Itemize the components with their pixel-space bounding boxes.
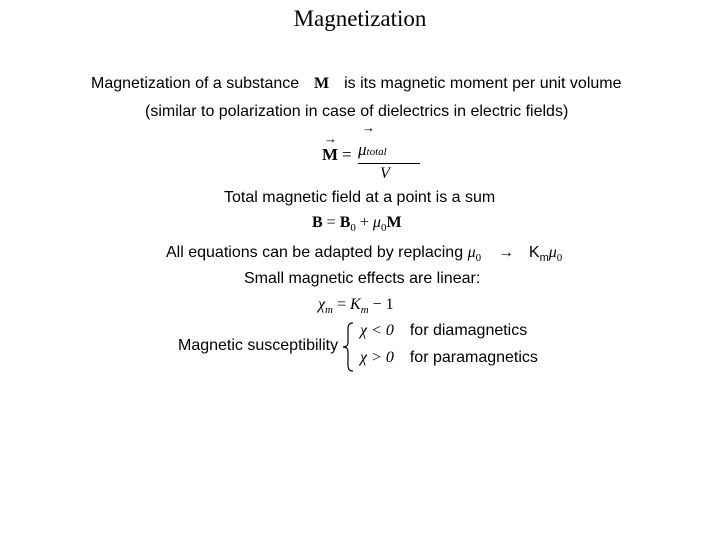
mu0-target-subscript: 0 — [556, 252, 563, 264]
M-symbol: M — [386, 214, 402, 231]
mu0-symbol: μ — [372, 214, 381, 231]
curly-brace — [341, 322, 355, 372]
replacement-text: All equations can be adapted by replacing — [166, 244, 464, 261]
equals-sign: = — [326, 214, 336, 231]
equals-sign: = — [337, 296, 347, 313]
K-subscript: m — [539, 252, 549, 264]
denominator-V: V — [380, 165, 390, 182]
total-subscript: total — [366, 146, 387, 158]
susceptibility-label: Magnetic susceptibility — [178, 337, 339, 354]
slide-title: Magnetization — [293, 6, 427, 31]
chi-symbol: χ — [318, 296, 326, 313]
vector-arrow-mu: → — [362, 120, 375, 135]
mu-symbol: μ — [358, 140, 367, 159]
plus-sign: + — [359, 214, 369, 231]
B0-subscript: 0 — [350, 222, 356, 234]
magnetization-symbol: M — [314, 75, 330, 92]
minus-one: − 1 — [372, 296, 394, 313]
case-condition: χ < 0 — [360, 322, 394, 339]
total-field-equation — [312, 214, 402, 234]
replacement-arrow: → — [498, 244, 514, 261]
chi-subscript: m — [325, 304, 333, 316]
mu0-symbol: μ — [467, 244, 476, 261]
case-paramagnetic — [360, 349, 538, 367]
replacement-line — [166, 244, 562, 264]
magnetization-equation — [322, 120, 412, 186]
vector-arrow-M: → — [324, 131, 337, 146]
Km-subscript: m — [360, 304, 369, 316]
definition-prefix: Magnetization of a substance — [91, 75, 300, 92]
numerator — [358, 140, 387, 160]
case-label: for paramagnetics — [409, 349, 538, 366]
mu0-subscript: 0 — [380, 222, 387, 234]
definition-suffix: is its magnetic moment per unit volume — [344, 75, 622, 92]
case-diamagnetic — [360, 322, 527, 340]
case-label: for diamagnetics — [409, 322, 528, 339]
equals-sign: = — [342, 145, 352, 164]
mu0-subscript: 0 — [475, 252, 482, 264]
Km-symbol: K — [350, 296, 361, 313]
mu0-symbol-target: μ — [548, 244, 557, 261]
susceptibility-equation — [318, 296, 394, 316]
case-condition: χ > 0 — [360, 349, 394, 366]
equation-M: M — [322, 145, 339, 164]
fraction-bar — [358, 163, 420, 164]
total-field-line: Total magnetic field at a point is a sum — [224, 189, 496, 206]
definition-line — [91, 75, 622, 93]
linear-line: Small magnetic effects are linear: — [244, 270, 481, 287]
K-symbol: K — [528, 244, 540, 261]
B0-symbol: B — [339, 214, 351, 231]
analogy-line: (similar to polarization in case of dielectrics in electric fields) — [145, 103, 569, 120]
B-symbol: B — [312, 214, 323, 231]
